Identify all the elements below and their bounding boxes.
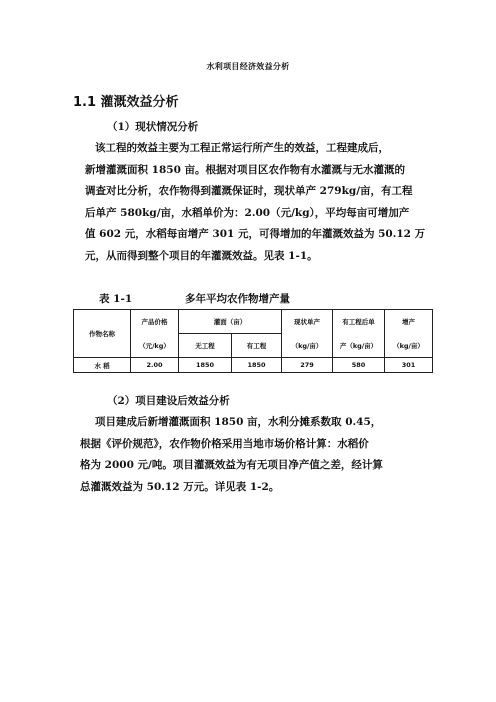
page-header: 水利项目经济效益分析	[206, 61, 290, 71]
cell-crop: 水 稻	[74, 358, 131, 373]
paragraph-line: 元，从而得到整个项目的年灌溉效益。见表 1-1。	[85, 249, 318, 262]
paragraph-line: 后单产 580kg/亩，水稻单价为：2.00（元/kg），平均每亩可增加产	[85, 206, 410, 219]
paragraph-current-status	[85, 138, 425, 267]
paragraph-line: 值 602 元，水稻每亩增产 301 元，可得增加的年灌溉效益为 50.12 万	[85, 228, 426, 240]
table-caption-title: 多年平均农作物增产量	[185, 293, 290, 305]
subsection-title-1: （1）现状情况分析	[107, 121, 199, 133]
cell-price: 2.00	[131, 358, 179, 373]
paragraph-after-construction	[80, 412, 383, 498]
header-area-with: 有工程	[232, 334, 282, 358]
cell-after-yield: 580	[333, 358, 385, 373]
header-price: 产品价格	[131, 310, 179, 334]
header-area-without: 无工程	[179, 334, 232, 358]
paragraph-line: 新增灌溉面积 1850 亩。根据对项目区农作物有水灌溉与无水灌溉的	[85, 163, 406, 176]
paragraph-line: 调查对比分析，农作物得到灌溉保证时，现状单产 279kg/亩，有工程	[85, 185, 413, 197]
header-increase: 增产	[385, 310, 433, 334]
cell-current-yield: 279	[282, 358, 333, 373]
paragraph-line: 项目建成后新增灌溉面积 1850 亩，水利分摊系数取 0.45，	[95, 416, 382, 428]
header-after-yield: 有工程后单	[333, 310, 385, 334]
header-crop: 作物名称	[74, 310, 131, 358]
paragraph-line: 根据《评价规范》，农作物价格采用当地市场价格计算：水稻价	[80, 437, 369, 450]
section-title: 1.1 灌溉效益分析	[73, 95, 179, 110]
table-row	[74, 358, 433, 373]
paragraph-line: 总灌溉效益为 50.12 万元。详见表 1-2。	[80, 480, 280, 493]
header-increase-unit: （kg/亩）	[385, 334, 433, 358]
subsection-title-2: （2）项目建设后效益分析	[107, 395, 230, 407]
table-caption-label: 表 1-1	[99, 293, 133, 305]
paragraph-line: 该工程的效益主要为工程正常运行所产生的效益，工程建成后，	[95, 142, 389, 154]
header-price-unit: （元/kg）	[131, 334, 179, 358]
header-after-yield-unit: 产（kg/亩）	[333, 334, 385, 358]
paragraph-line: 格为 2000 元/吨。项目灌溉效益为有无项目净产值之差，经计算	[80, 459, 383, 471]
header-area: 灌面（亩）	[179, 310, 282, 334]
cell-area-with: 1850	[232, 358, 282, 373]
cell-area-without: 1850	[179, 358, 232, 373]
crop-yield-table	[73, 309, 433, 373]
cell-increase: 301	[385, 358, 433, 373]
header-current-yield-unit: （kg/亩）	[282, 334, 333, 358]
header-current-yield: 现状单产	[282, 310, 333, 334]
